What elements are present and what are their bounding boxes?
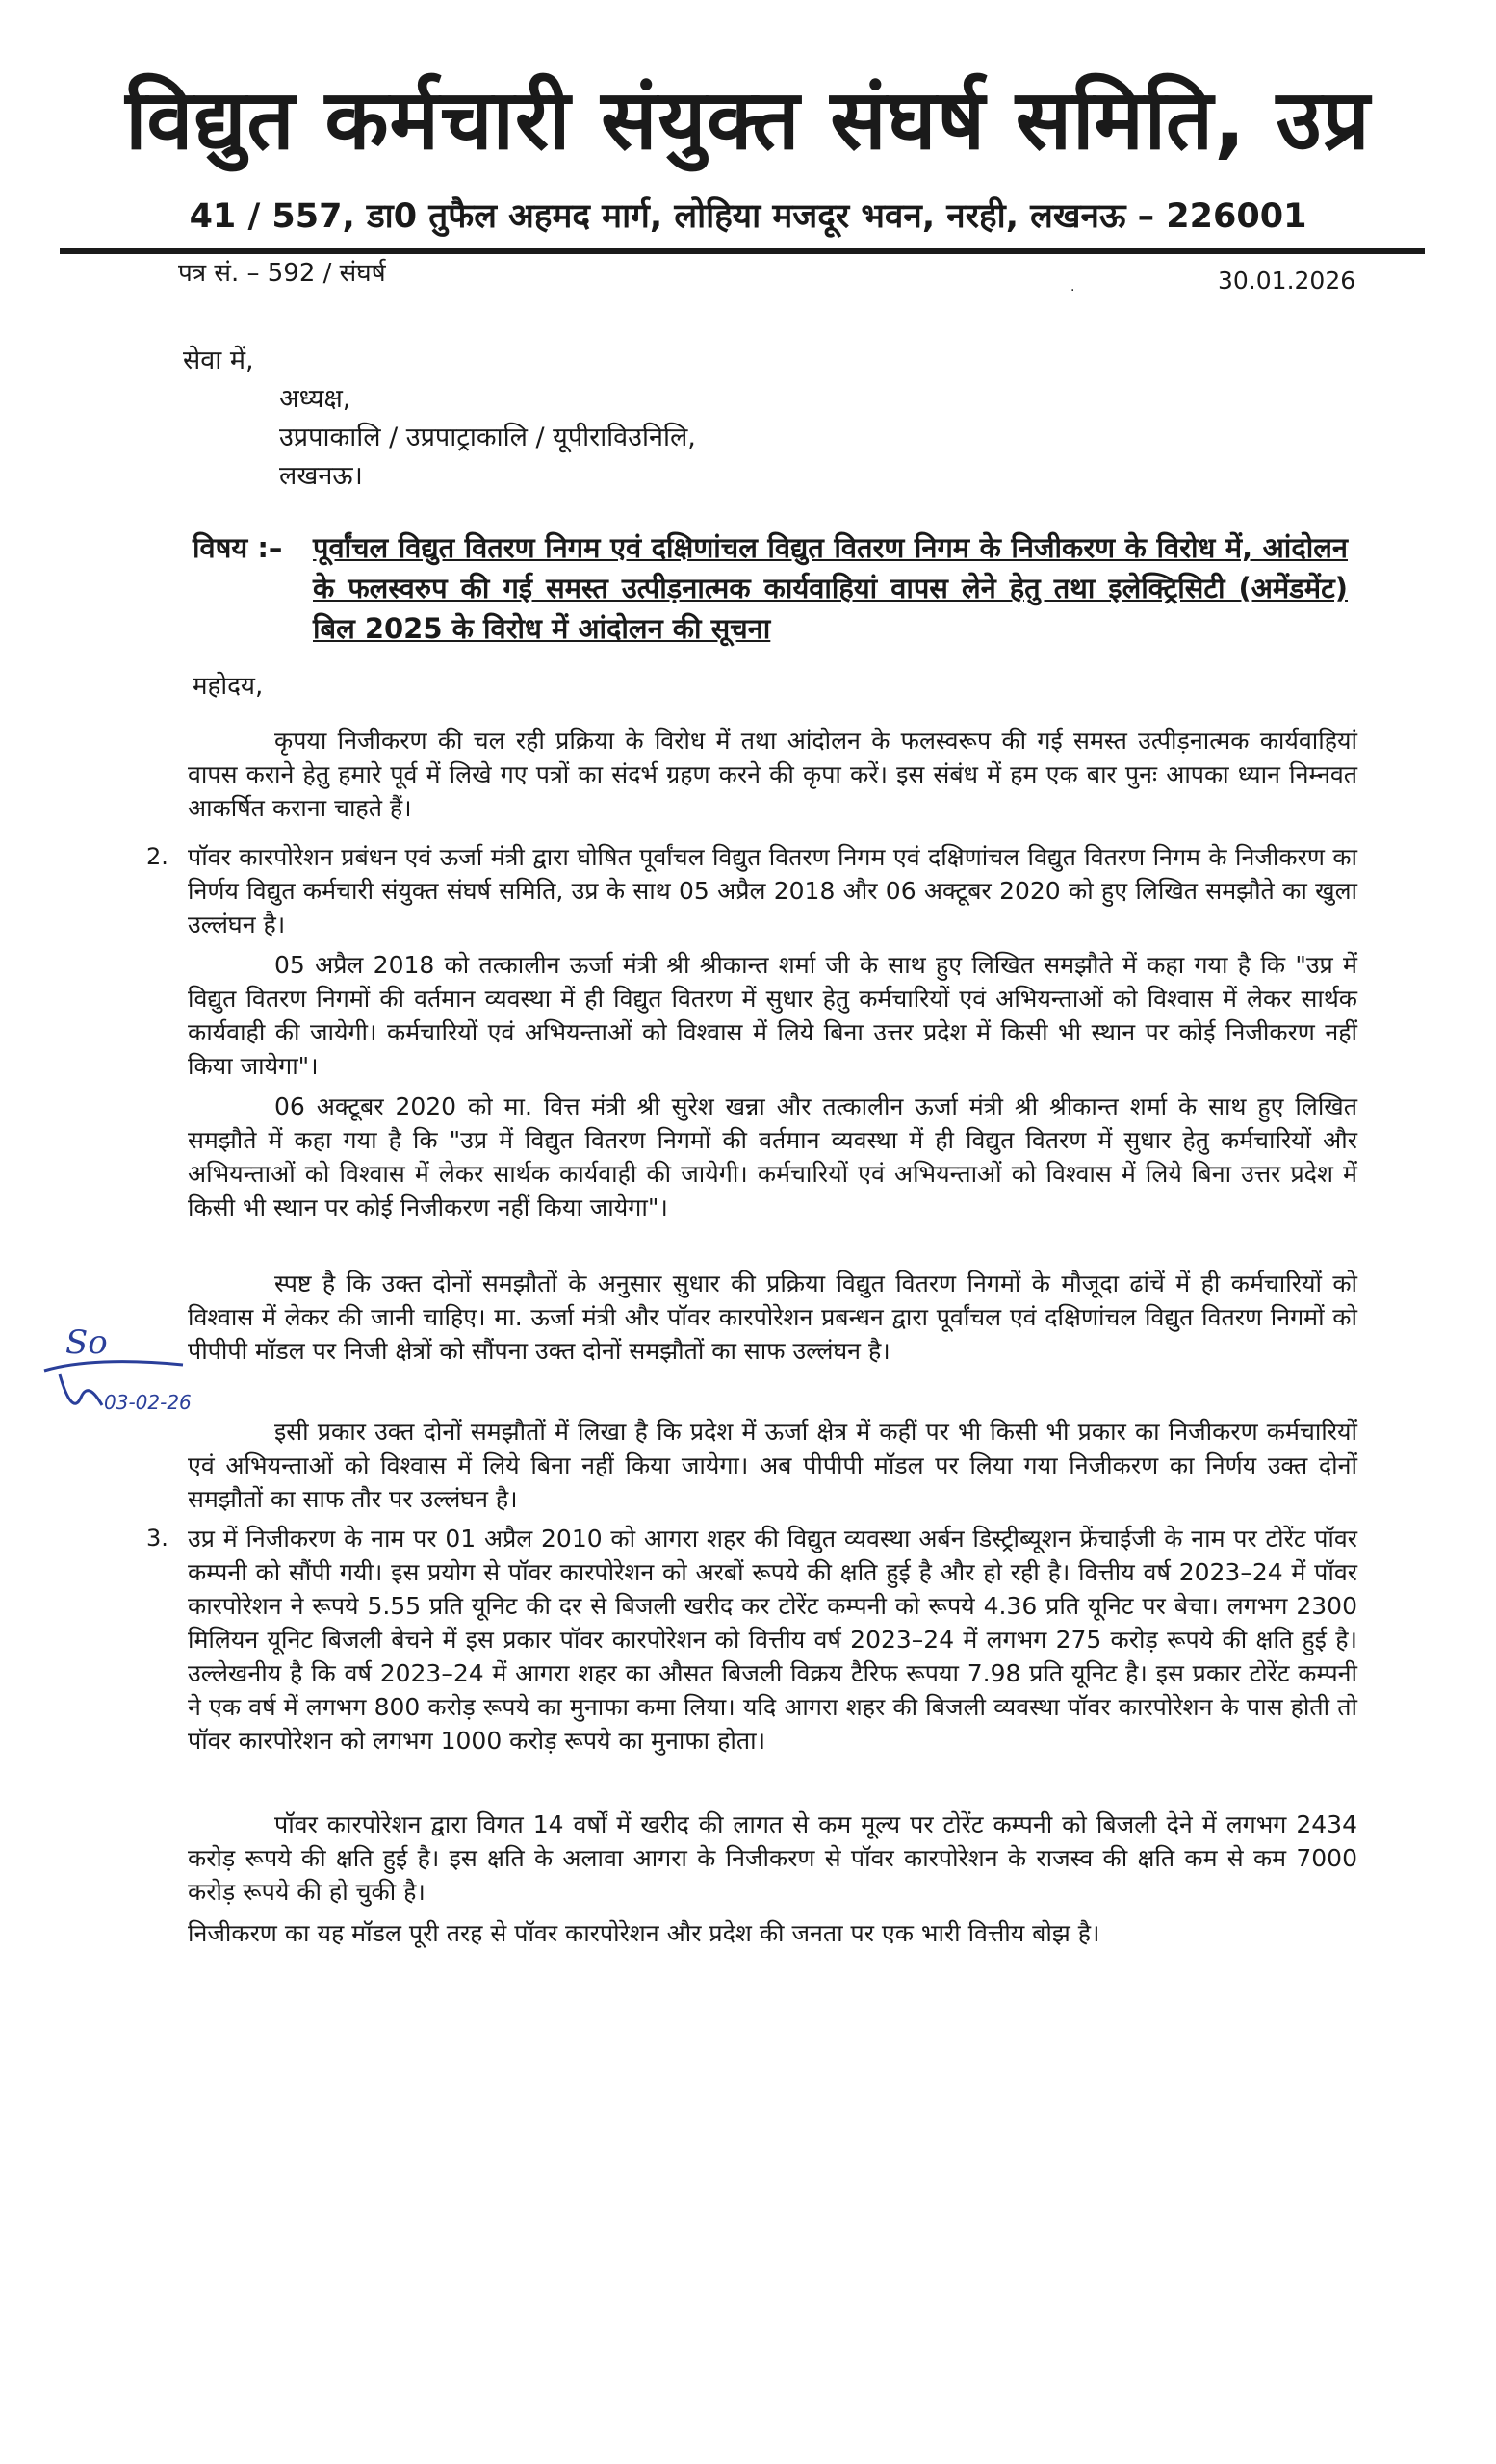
- annotation-initial: [60, 1374, 102, 1405]
- body-paragraph: पॉवर कारपोरेशन प्रबंधन एवं ऊर्जा मंत्री द्वारा घोषित पूर्वांचल विद्युत वितरण निगम एवं दक्षिणांचल विद्युत वितरण निगम के निजीकरण का निर्णय विद्युत कर्मचारी संयुक्त संघर्ष समिति, उप्र के साथ 05 अप्रैल 2018 और 06 अक्टूबर 2020 को हुए लिखित समझौते का खुला उल्लंघन है।: [188, 843, 1357, 938]
- annotation-mark: So: [65, 1323, 108, 1362]
- paragraph-text: पॉवर कारपोरेशन द्वारा विगत 14 वर्षों में खरीद की लागत से कम मूल्य पर टोरेंट कम्पनी को बिजली देने में लगभग 2434 करोड़ रूपये की क्षति हुई है। इस क्षति के अलावा आगरा के निजीकरण से पॉवर कारपोरेशन के राजस्व की क्षति कम से कम 7000 करोड़ रूपये की हो चुकी है।: [188, 1810, 1357, 1906]
- recipient-to: सेवा में,: [183, 346, 254, 375]
- letter-date: 30.01.2026: [1218, 267, 1356, 295]
- body-paragraph: [188, 948, 1357, 1083]
- letterhead-title: विद्युत कर्मचारी संयुक्त संघर्ष समिति, उप्र: [125, 72, 1371, 168]
- paragraph-text: स्पष्ट है कि उक्त दोनों समझौतों के अनुसार सुधार की प्रक्रिया विद्युत वितरण निगमों के मौजूदा ढांचें में ही कर्मचारियों को विश्वास में लेकर की जानी चाहिए। मा. ऊर्जा मंत्री और पॉवर कारपोरेशन प्रबन्धन द्वारा पूर्वांचल एवं दक्षिणांचल विद्युत वितरण निगमों को पीपीपी मॉडल पर निजी क्षेत्रों को सौंपना उक्त दोनों समझौतों का साफ उल्लंघन है।: [188, 1270, 1357, 1365]
- letterhead-address: 41 / 557, डा0 तुफैल अहमद मार्ग, लोहिया मजदूर भवन, नरही, लखनऊ – 226001: [189, 197, 1307, 236]
- subject-label: विषय :–: [193, 531, 283, 564]
- body-paragraph: उप्र में निजीकरण के नाम पर 01 अप्रैल 2010 को आगरा शहर की विद्युत व्यवस्था अर्बन डिस्ट्रीब्यूशन फ्रेंचाईजी के नाम पर टोरेंट पॉवर कम्पनी को सौंपी गयी। इस प्रयोग से पॉवर कारपोरेशन को अरबों रूपये की क्षति हुई है और हो रही है। वित्तीय वर्ष 2023–24 में पॉवर कारपोरेशन ने रूपये 5.55 प्रति यूनिट की दर से बिजली खरीद कर टोरेंट कम्पनी को रूपये 4.36 प्रति यूनिट पर बेचा। लगभग 2300 मिलियन यूनिट बिजली बेचने में इस प्रकार पॉवर कारपोरेशन को वित्तीय वर्ष 2023–24 में लगभग 275 करोड़ रूपये की क्षति हुई है। उल्लेखनीय है कि वर्ष 2023–24 में आगरा शहर का औसत बिजली विक्रय टैरिफ रूपया 7.98 प्रति यूनिट है। इस प्रकार टोरेंट कम्पनी ने एक वर्ष में लगभग 800 करोड़ रूपये का मुनाफा कमा लिया। यदि आगरा शहर की बिजली व्यवस्था पॉवर कारपोरेशन के पास होती तो पॉवर कारपोरेशन को लगभग 1000 करोड़ रूपये का मुनाफा होता।: [188, 1525, 1357, 1755]
- ink-dot: ·: [1070, 283, 1075, 298]
- paragraph-text: 06 अक्टूबर 2020 को मा. वित्त मंत्री श्री सुरेश खन्ना और तत्कालीन ऊर्जा मंत्री श्री श्रीकान्त शर्मा के साथ हुए लिखित समझौते में कहा गया है कि "उप्र में विद्युत वितरण निगमों की वर्तमान व्यवस्था में ही विद्युत वितरण में सुधार हेतु कर्मचारियों और अभियन्ताओं को विश्वास में लेकर सार्थक कार्यवाही की जायेगी। कर्मचारियों एवं अभियन्ताओं को विश्वास में लिये बिना उत्तर प्रदेश में किसी भी स्थान पर कोई निजीकरण नहीं किया जायेगा"।: [188, 1092, 1357, 1221]
- recipient-line: लखनऊ।: [279, 461, 363, 491]
- paragraph-text: कृपया निजीकरण की चल रही प्रक्रिया के विरोध में तथा आंदोलन के फलस्वरूप की गई समस्त उत्पीड़नात्मक कार्यवाहियां वापस कराने हेतु हमारे पूर्व में लिखे गए पत्रों का संदर्भ ग्रहण करने की कृपा करें। इस संबंध में हम एक बार पुनः आपका ध्यान निम्नवत आकर्षित कराना चाहते हैं।: [188, 727, 1357, 822]
- greeting: महोदय,: [193, 672, 264, 701]
- body-paragraph: [188, 1808, 1357, 1909]
- body-paragraph: [188, 1415, 1357, 1516]
- annotation-stroke: [44, 1362, 183, 1371]
- annotation-date: 03-02-26: [104, 1391, 192, 1414]
- body-paragraph: [188, 1267, 1357, 1368]
- body-paragraph: निजीकरण का यह मॉडल पूरी तरह से पॉवर कारपोरेशन और प्रदेश की जनता पर एक भारी वित्तीय बोझ है।: [188, 1919, 1100, 1947]
- paragraph-text: इसी प्रकार उक्त दोनों समझौतों में लिखा है कि प्रदेश में ऊर्जा क्षेत्र में कहीं पर भी किसी भी प्रकार का निजीकरण कर्मचारियों एवं अभियन्ताओं को विश्वास में लिये बिना नहीं किया जायेगा। अब पीपीपी मॉडल पर लिया गया निजीकरण का निर्णय उक्त दोनों समझौतों का साफ तौर पर उल्लंघन है।: [188, 1418, 1357, 1513]
- recipient-line: उप्रपाकालि / उप्रपाट्राकालि / यूपीराविउनिलि,: [279, 423, 696, 452]
- subject-text: पूर्वांचल विद्युत वितरण निगम एवं दक्षिणांचल विद्युत वितरण निगम के निजीकरण के विरोध में, आंदोलन के फलस्वरुप की गई समस्त उत्पीड़नात्मक कार्यवाहियां वापस लेने हेतु तथा इलेक्ट्रिसिटी (अमेंडमेंट) बिल 2025 के विरोध में आंदोलन की सूचना: [313, 531, 1348, 645]
- paragraph-text: 05 अप्रैल 2018 को तत्कालीन ऊर्जा मंत्री श्री श्रीकान्त शर्मा जी के साथ हुए लिखित समझौते में कहा गया है कि "उप्र में विद्युत वितरण निगमों की वर्तमान व्यवस्था में ही विद्युत वितरण में सुधार हेतु कर्मचारियों एवं अभियन्ताओं को विश्वास में लेकर सार्थक कार्यवाही की जायेगी। कर्मचारियों एवं अभियन्ताओं को विश्वास में लिये बिना उत्तर प्रदेश में किसी भी स्थान पर कोई निजीकरण नहीं किया जायेगा"।: [188, 951, 1357, 1080]
- point-number: 2.: [146, 843, 168, 870]
- body-paragraph: [188, 724, 1357, 825]
- handwritten-annotation: [39, 1315, 212, 1430]
- point-number: 3.: [146, 1525, 168, 1552]
- reference-number: पत्र सं. – 592 / संघर्ष: [178, 259, 386, 288]
- recipient-line: अध्यक्ष,: [279, 384, 351, 414]
- body-paragraph: [188, 1090, 1357, 1224]
- header-divider: [60, 248, 1425, 254]
